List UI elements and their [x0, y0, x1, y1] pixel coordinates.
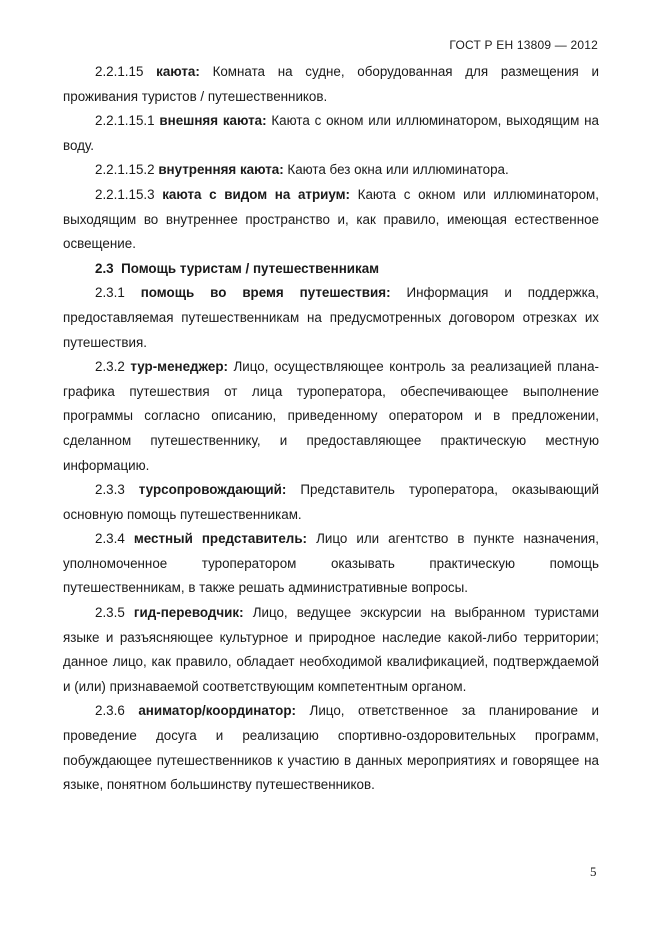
section-heading: [63, 257, 599, 282]
entry-number: 2.3.6: [95, 703, 125, 719]
entry-number: 2.2.1.15.2: [95, 162, 155, 178]
definition-entry: [63, 478, 599, 527]
definition-entry: [63, 183, 599, 257]
entry-number: 2.2.1.15: [95, 64, 144, 79]
document-header: ГОСТ Р ЕН 13809 — 2012: [449, 38, 598, 52]
definition-entry: [63, 699, 599, 797]
entry-text: Лицо, ответственное за планирование и проведение досуга и реализацию спортивно-оздоровительных программ, побуждающее путешественников к участию в данных мероприятиях и говорящее на языке, понятном большинству путешественников.: [63, 703, 599, 793]
entry-term: внешняя каюта:: [159, 113, 267, 129]
entry-text: Информация и поддержка, предоставляемая путешественникам на предусмотренных договором отрезках их путешествия.: [63, 285, 599, 350]
definition-entry: [63, 60, 599, 109]
entry-term: каюта:: [156, 64, 200, 79]
entry-term: тур-менеджер:: [130, 359, 228, 375]
entry-term: каюта с видом на атриум:: [162, 186, 350, 202]
page-number: 5: [590, 864, 597, 879]
entry-text: Каюта без окна или иллюминатора.: [287, 162, 509, 178]
definition-entry: [63, 281, 599, 355]
entry-term: турсопровождающий:: [138, 482, 287, 498]
definition-entry: [63, 158, 599, 183]
entry-text: Комната на судне, оборудованная для размещения и проживания туристов / путешественников.: [63, 64, 599, 104]
entry-number: 2.3.5: [95, 605, 125, 621]
entry-text: Каюта с окном или иллюминатором, выходящим на воду.: [63, 113, 599, 153]
entry-text: Лицо, ведущее экскурсии на выбранном туристами языке и разъясняющее культурное и природное наследие какой-либо территории; данное лицо, как правило, обладает необходимой квалификацией, подтверждаемой и (или) признаваемой соответствующим компетентным органом.: [63, 605, 599, 694]
entry-number: 2.2.1.15.3: [95, 186, 155, 202]
entry-number: 2.2.1.15.1: [95, 113, 155, 129]
entry-text: Представитель туроператора, оказывающий основную помощь путешественникам.: [63, 482, 599, 522]
entry-number: 2.3.1: [95, 285, 125, 301]
entry-term: гид-переводчик:: [133, 605, 244, 621]
entry-text: Лицо, осуществляющее контроль за реализацией плана-графика путешествия от лица туроператора, обеспечивающее выполнение программы согласно описанию, приведенному оператором и в предложении, сделанном путешественнику, и предоставляющее практическую местную информацию.: [63, 359, 599, 473]
section-number: 2.3: [95, 260, 114, 276]
definition-entry: [63, 527, 599, 601]
entry-text: Каюта с окном или иллюминатором, выходящим во внутреннее пространство и, как правило, имеющая естественное освещение.: [63, 186, 599, 252]
entry-term: аниматор/координатор:: [138, 703, 296, 719]
entry-number: 2.3.2: [95, 359, 125, 375]
definition-entry: [63, 109, 599, 158]
entry-number: 2.3.3: [95, 482, 125, 498]
section-title: Помощь туристам / путешественникам: [121, 260, 380, 276]
definition-entry: [63, 355, 599, 478]
entry-number: 2.3.4: [95, 531, 125, 547]
entry-term: местный представитель:: [133, 531, 308, 547]
entry-term: внутренняя каюта:: [158, 162, 284, 178]
definition-entry: [63, 601, 599, 699]
entry-text: Лицо или агентство в пункте назначения, уполномоченное туроператором оказывать практическую помощь путешественникам, в также решать административные вопросы.: [63, 531, 599, 596]
entry-term: помощь во время путешествия:: [140, 285, 391, 301]
document-body: [63, 60, 599, 798]
